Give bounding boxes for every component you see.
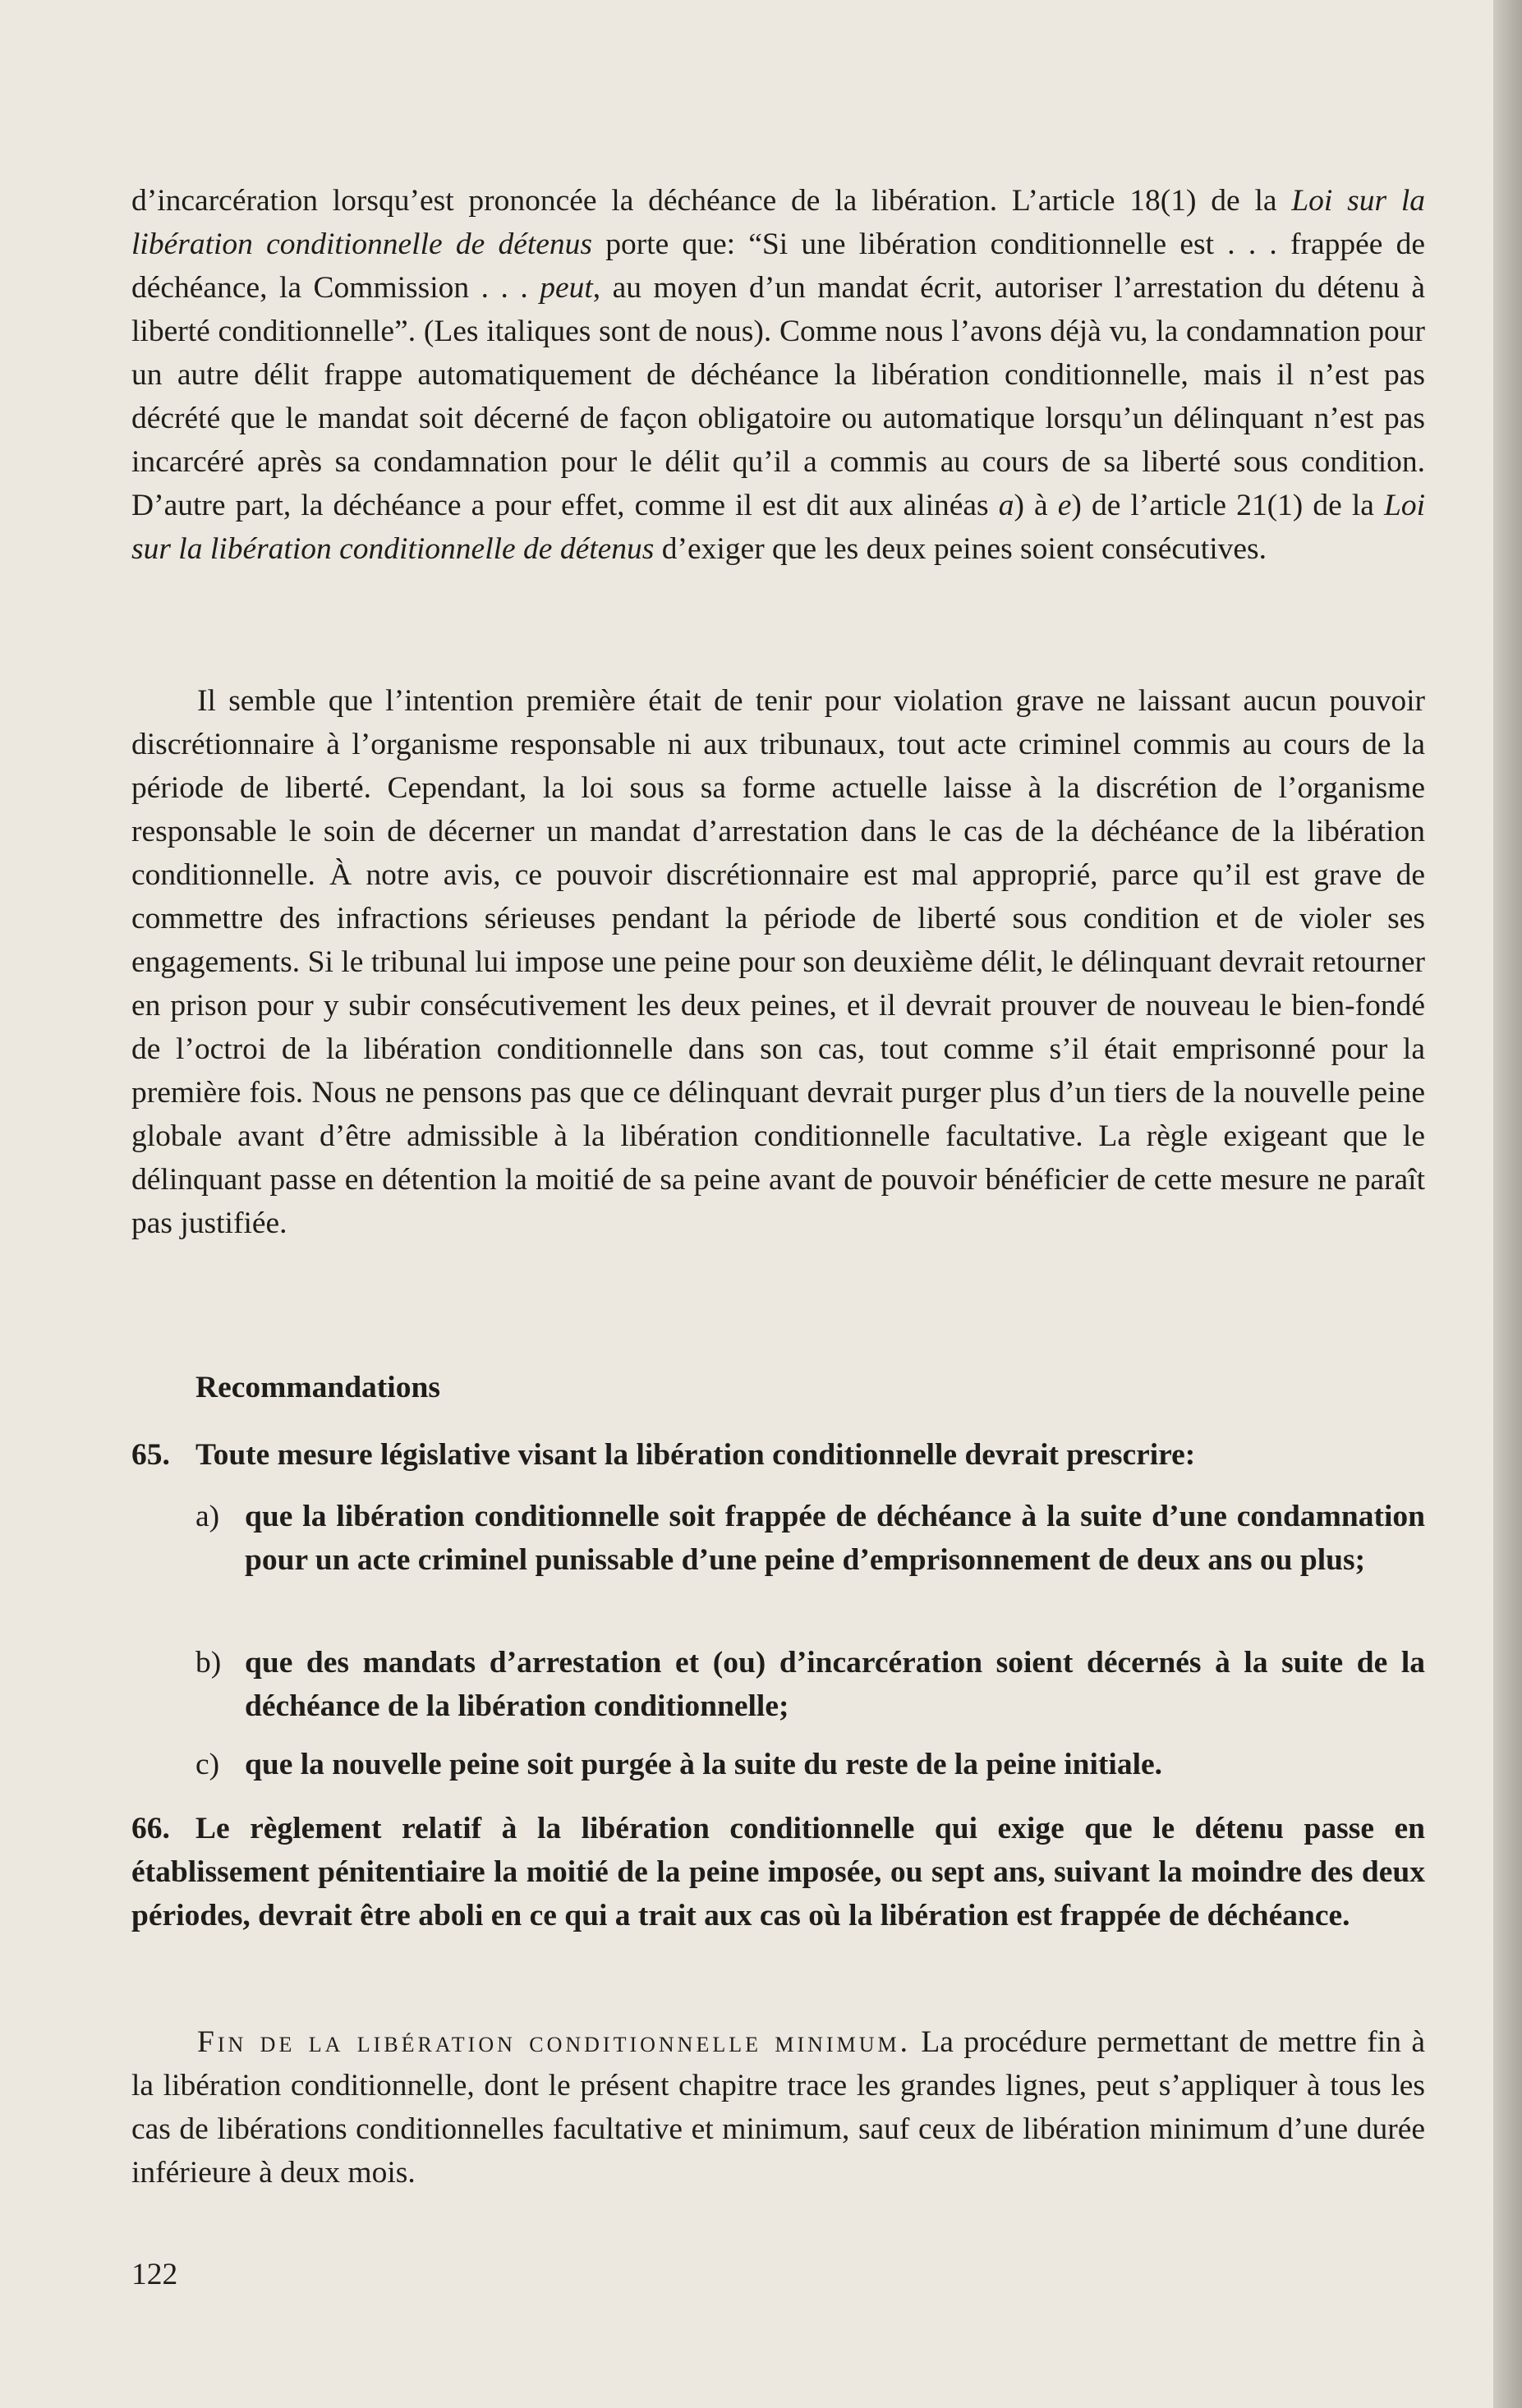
text-run: La procédure permettant de mettre fin à la libération conditionnelle, dont le présent chapitre trace les grandes lignes, peut s’appliquer à tous les cas de libérations conditionnelles facultative et minimum, sauf ceux de libération minimum d’une durée inférieure à deux mois. bbox=[131, 2025, 1425, 2190]
recommendation-65 bbox=[131, 1433, 1425, 1477]
text-run: ) de l’article 21(1) de la bbox=[1071, 489, 1384, 522]
paragraph-1 bbox=[131, 179, 1425, 571]
emphasis: e bbox=[1057, 489, 1072, 522]
section-heading: Recommandations bbox=[195, 1371, 440, 1404]
recommendation-text: Le règlement relatif à la libération conditionnelle qui exige que le détenu passe en établissement pénitentiaire la moitié de la peine imposée, ou sept ans, suivant la moindre des deux périodes, devrait être aboli en ce qui a trait aux cas où la libération est frappée de déchéance. bbox=[131, 1812, 1425, 1932]
recommendation-number: 66. bbox=[131, 1812, 170, 1845]
text-run: , au moyen d’un mandat écrit, autoriser l’arrestation du détenu à liberté conditionnelle”. (Les italiques sont de nous). Comme nous l’avons déjà vu, la condamnation pour un autre délit frappe automatiquement de déchéance la libération conditionnelle, mais il n’est pas décrété que le mandat soit décerné de façon obligatoire ou automatique lorsqu’un délinquant n’est pas incarcéré après sa condamnation pour le délit qu’il a commis au cours de sa liberté sous condition. D’autre part, la déchéance a pour effet, comme il est dit aux alinéas bbox=[131, 271, 1425, 522]
text-run: porte que: “Si une libération conditionnelle est . . . frappée de déchéance, la Commission . . . bbox=[131, 227, 1425, 305]
item-text: que des mandats d’arrestation et (ou) d’incarcération soient décernés à la suite de la déchéance de la libération conditionnelle; bbox=[245, 1646, 1425, 1723]
text-run: ) à bbox=[1014, 489, 1058, 522]
paragraph-2-text: Il semble que l’intention première était de tenir pour violation grave ne laissant aucun pouvoir discrétionnaire à l’organisme responsable ni aux tribunaux, tout acte criminel commis au cours de la période de liberté. Cependant, la loi sous sa forme actuelle laisse à la discrétion de l’organisme responsable le soin de décerner un mandat d’arrestation dans le cas de la déchéance de la libération conditionnelle. À notre avis, ce pouvoir discrétionnaire est mal approprié, parce qu’il est grave de commettre des infractions sérieuses pendant la période de liberté sous condition et de violer ses engagements. Si le tribunal lui impose une peine pour son deuxième délit, le délinquant devrait retourner en prison pour y subir consécutivement les deux peines, et il devrait prouver de nouveau le bien-fondé de l’octroi de la libération conditionnelle dans son cas, tout comme s’il était emprisonné pour la première fois. Nous ne pensons pas que ce délinquant devrait purger plus d’un tiers de la nouvelle peine globale avant d’être admissible à la libération conditionnelle facultative. La règle exigeant que le délinquant passe en détention la moitié de sa peine avant de pouvoir bénéficier de cette mesure ne paraît pas justifiée. bbox=[131, 684, 1425, 1240]
emphasis: a bbox=[998, 489, 1014, 522]
recommendation-number: 65. bbox=[131, 1438, 170, 1472]
text-run: d’incarcération lorsqu’est prononcée la déchéance de la libération. L’article 18(1) de la bbox=[131, 184, 1292, 218]
emphasis: peut bbox=[540, 271, 593, 305]
item-text: que la libération conditionnelle soit frappée de déchéance à la suite d’une condamnation pour un acte criminel punissable d’une peine d’emprisonnement de deux ans ou plus; bbox=[245, 1500, 1425, 1577]
recommendation-text: Toute mesure législative visant la libération conditionnelle devrait prescrire: bbox=[195, 1438, 1196, 1472]
paragraph-2 bbox=[131, 679, 1425, 1245]
recommendation-item-a bbox=[195, 1495, 1425, 1582]
recommendation-66 bbox=[131, 1807, 1425, 1937]
item-label: a) bbox=[195, 1500, 220, 1533]
section-lead: Fin de la libération conditionnelle minimum. bbox=[197, 2025, 911, 2059]
recommendation-item-c bbox=[195, 1743, 1425, 1786]
law-title: Loi sur la libération conditionnelle de détenus bbox=[131, 184, 1425, 261]
paragraph-final bbox=[131, 2020, 1425, 2194]
page-number: 122 bbox=[131, 2258, 178, 2291]
item-text: que la nouvelle peine soit purgée à la suite du reste de la peine initiale. bbox=[245, 1748, 1163, 1781]
item-label: b) bbox=[195, 1646, 222, 1680]
law-title: Loi sur la libération conditionnelle de détenus bbox=[131, 489, 1425, 566]
recommendation-item-b bbox=[195, 1641, 1425, 1728]
text-run: d’exiger que les deux peines soient consécutives. bbox=[654, 532, 1267, 566]
item-label: c) bbox=[195, 1748, 220, 1781]
page-edge-shadow bbox=[1493, 0, 1522, 2408]
